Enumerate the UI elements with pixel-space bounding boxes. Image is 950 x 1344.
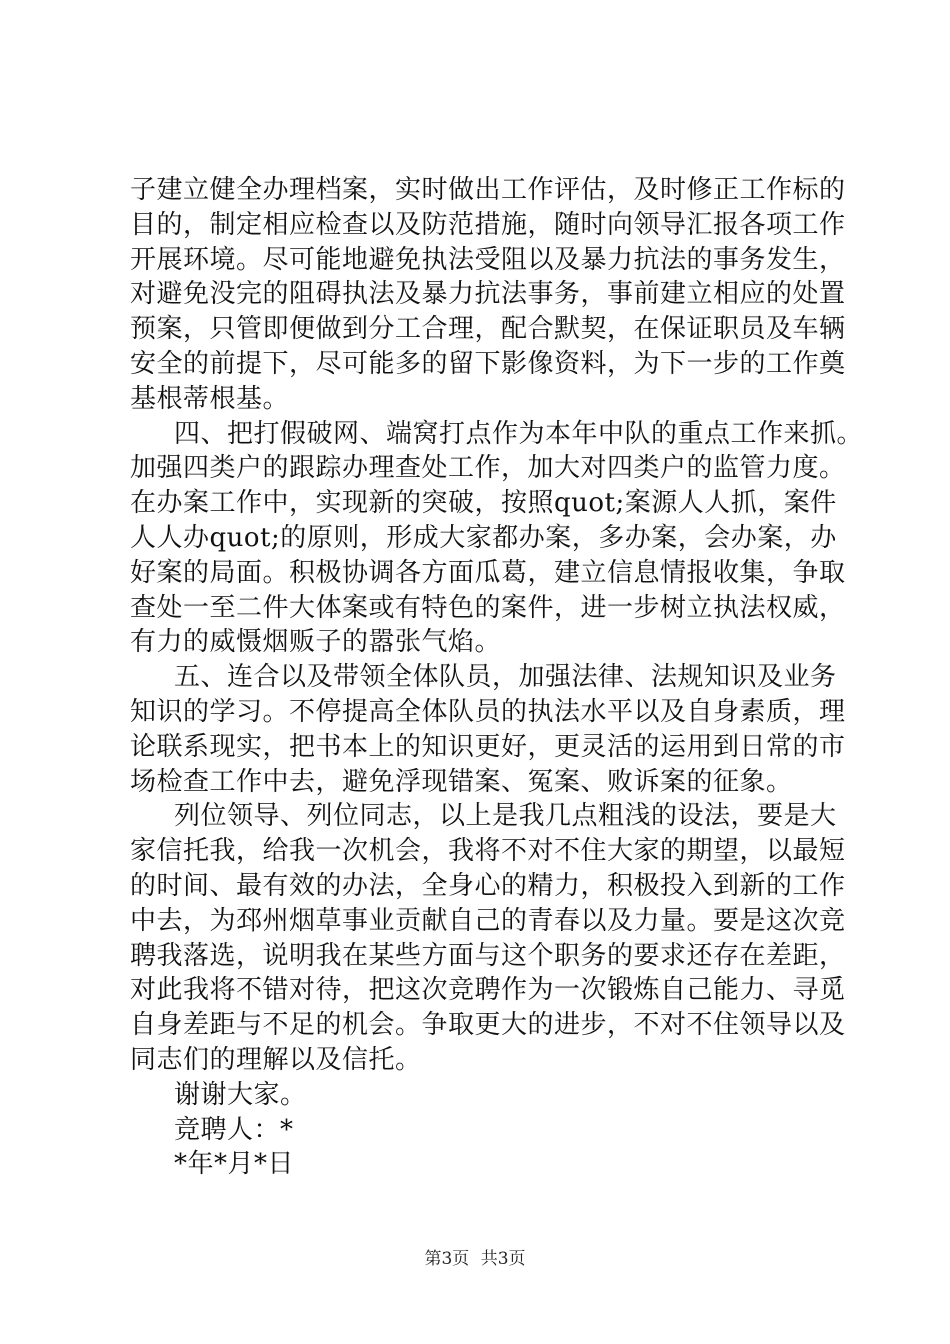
page-number: 第3页 xyxy=(424,1249,470,1269)
text-line: 目的，制定相应检查以及防范措施，随时向领导汇报各项工作 xyxy=(130,209,846,240)
text-line: 在办案工作中，实现新的突破，按照quot;案源人人抓，案件 xyxy=(130,488,837,519)
text-line: 查处一至二件大体案或有特色的案件，进一步树立执法权威， xyxy=(130,592,846,623)
text-line: 列位领导、列位同志，以上是我几点粗浅的设法，要是大 xyxy=(174,801,837,832)
page-footer xyxy=(0,1244,950,1269)
page-total: 共3页 xyxy=(480,1249,526,1269)
text-line: 加强四类户的跟踪办理查处工作，加大对四类户的监管力度。 xyxy=(130,453,846,484)
text-line: 谢谢大家。 xyxy=(174,1079,307,1110)
text-line: 对此我将不错对待，把这次竞聘作为一次锻炼自己能力、寻觅 xyxy=(130,975,846,1006)
text-line: 自身差距与不足的机会。争取更大的进步，不对不住领导以及 xyxy=(130,1010,846,1041)
text-line: 论联系现实，把书本上的知识更好，更灵活的运用到日常的市 xyxy=(130,731,846,762)
text-line: 开展环境。尽可能地避免执法受阻以及暴力抗法的事务发生， xyxy=(130,244,846,275)
text-line: 对避免没完的阻碍执法及暴力抗法事务，事前建立相应的处置 xyxy=(130,279,846,310)
text-line: 子建立健全办理档案，实时做出工作评估，及时修正工作标的 xyxy=(130,175,846,205)
text-line: 聘我落选，说明我在某些方面与这个职务的要求还存在差距， xyxy=(130,940,846,971)
text-line: 场检查工作中去，避免浮现错案、冤案、败诉案的征象。 xyxy=(130,766,793,797)
text-line: 知识的学习。不停提高全体队员的执法水平以及自身素质，理 xyxy=(130,696,846,727)
text-line: 预案，只管即便做到分工合理，配合默契，在保证职员及车辆 xyxy=(130,314,846,345)
text-line: 家信托我，给我一次机会，我将不对不住大家的期望，以最短 xyxy=(130,836,846,867)
text-line: *年*月*日 xyxy=(174,1149,295,1180)
text-line: 同志们的理解以及信托。 xyxy=(130,1044,422,1075)
text-line: 基根蒂根基。 xyxy=(130,383,290,414)
text-line: 五、连合以及带领全体队员，加强法律、法规知识及业务 xyxy=(174,662,837,693)
text-line: 四、把打假破网、端窝打点作为本年中队的重点工作来抓。 xyxy=(174,418,864,449)
text-line: 中去，为邳州烟草事业贡献自己的青春以及力量。要是这次竞 xyxy=(130,905,846,936)
text-line: 的时间、最有效的办法，全身心的精力，积极投入到新的工作 xyxy=(130,870,846,901)
text-line: 好案的局面。积极协调各方面瓜葛，建立信息情报收集，争取 xyxy=(130,557,846,588)
text-line: 有力的威慑烟贩子的嚣张气焰。 xyxy=(130,627,502,658)
text-line: 竞聘人：* xyxy=(174,1114,294,1145)
text-line: 人人办quot;的原则，形成大家都办案，多办案，会办案，办 xyxy=(130,522,837,553)
text-line: 安全的前提下，尽可能多的留下影像资料，为下一步的工作奠 xyxy=(130,348,846,379)
document-body xyxy=(130,173,864,1182)
